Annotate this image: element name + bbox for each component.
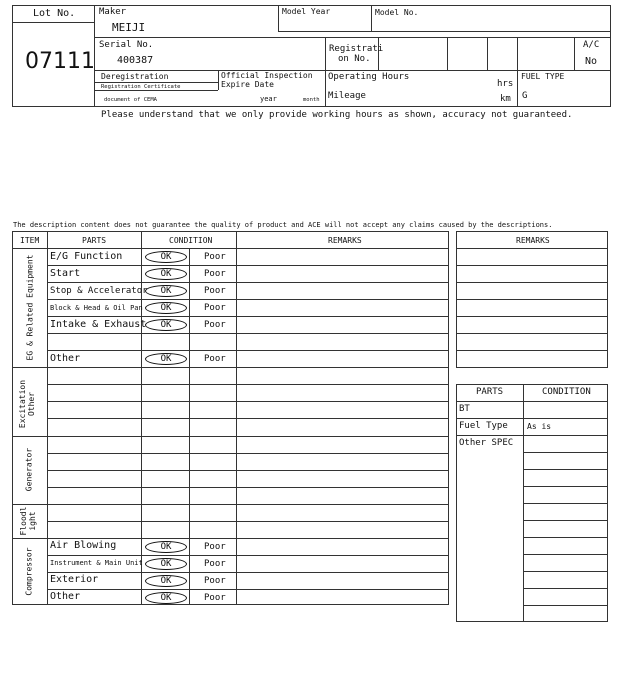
poor-label: Poor xyxy=(204,576,226,586)
year-label: year xyxy=(260,95,277,103)
ac-value: No xyxy=(585,56,598,67)
lot-label: Lot No. xyxy=(33,8,76,19)
deregistration-label: Deregistration xyxy=(101,72,169,81)
serial-value: 400387 xyxy=(117,55,154,66)
right-parts-header: PARTS xyxy=(476,387,504,397)
registration-label-1: Registrati xyxy=(329,44,384,54)
part-instrument-main-unit: Instrument & Main Unit xyxy=(50,559,143,567)
ok-mark: OK xyxy=(145,302,187,314)
month-label: month xyxy=(303,97,320,103)
poor-label: Poor xyxy=(204,252,226,262)
section-compressor: Compressor xyxy=(24,547,34,596)
hours-disclaimer: Please understand that we only provide working hours as shown, accuracy not guaranteed. xyxy=(101,110,573,120)
ok-mark: OK xyxy=(145,541,187,553)
part-other-spec: Other SPEC xyxy=(459,438,514,448)
part-bt: BT xyxy=(459,404,470,414)
part-stop-accelerator: Stop & Accelerator xyxy=(50,286,148,296)
operating-hours-label: Operating Hours xyxy=(328,72,410,82)
inspection-label-1: Official Inspection xyxy=(221,71,313,80)
hrs-label: hrs xyxy=(497,79,514,89)
ok-mark: OK xyxy=(145,558,187,570)
ok-mark: OK xyxy=(145,592,187,604)
registration-label-2: on No. xyxy=(338,54,371,64)
maker-value: MEIJI xyxy=(112,21,146,34)
condition-header: CONDITION xyxy=(169,236,213,245)
part-intake-exhaust: Intake & Exhaust xyxy=(50,319,147,330)
part-start: Start xyxy=(50,268,81,279)
poor-label: Poor xyxy=(204,354,226,364)
ac-label: A/C xyxy=(583,40,600,50)
part-eg-function: E/G Function xyxy=(50,251,123,262)
inspection-label-2: Expire Date xyxy=(221,80,274,89)
condition-fuel-type: As is xyxy=(527,422,552,431)
right-remarks-header: REMARKS xyxy=(516,236,550,245)
km-label: km xyxy=(500,94,511,104)
cema-document-label: document of CEMA xyxy=(104,97,157,103)
ok-mark: OK xyxy=(145,353,187,365)
maker-label: Maker xyxy=(99,7,127,17)
part-eg-other: Other xyxy=(50,353,81,364)
section-eg: EG & Related Equipment xyxy=(25,254,35,361)
poor-label: Poor xyxy=(204,559,226,569)
fuel-type-label: FUEL TYPE xyxy=(521,72,565,81)
section-generator: Generator xyxy=(24,447,34,492)
remarks-header: REMARKS xyxy=(328,236,362,245)
model-no-label: Model No. xyxy=(375,8,419,17)
part-air-blowing: Air Blowing xyxy=(50,540,117,551)
registration-certificate-label: Registration Certificate xyxy=(101,84,181,90)
part-exterior: Exterior xyxy=(50,574,99,585)
section-excitation: Excitation Other xyxy=(18,379,36,429)
ok-mark: OK xyxy=(145,251,187,263)
fuel-type-value: G xyxy=(522,91,528,101)
poor-label: Poor xyxy=(204,269,226,279)
serial-label: Serial No. xyxy=(99,40,154,50)
poor-label: Poor xyxy=(204,542,226,552)
description-notice: The description content does not guarantee the quality of product and ACE will not accept any claims caused by the descriptions. xyxy=(13,221,553,229)
mileage-label: Mileage xyxy=(328,91,366,101)
ok-mark: OK xyxy=(145,319,187,331)
parts-header: PARTS xyxy=(82,236,107,245)
part-compressor-other: Other xyxy=(50,591,81,602)
item-header: ITEM xyxy=(20,236,40,245)
poor-label: Poor xyxy=(204,593,226,603)
poor-label: Poor xyxy=(204,303,226,313)
ok-mark: OK xyxy=(145,575,187,587)
poor-label: Poor xyxy=(204,286,226,296)
part-block-head-oil-pan: Block & Head & Oil Pan xyxy=(50,304,143,312)
lot-number: 07111 xyxy=(25,49,95,74)
right-condition-header: CONDITION xyxy=(542,387,591,397)
ok-mark: OK xyxy=(145,285,187,297)
poor-label: Poor xyxy=(204,320,226,330)
ok-mark: OK xyxy=(145,268,187,280)
model-year-label: Model Year xyxy=(282,7,331,16)
section-floodlight: Floodl ight xyxy=(19,506,37,536)
part-fuel-type: Fuel Type xyxy=(459,421,508,431)
